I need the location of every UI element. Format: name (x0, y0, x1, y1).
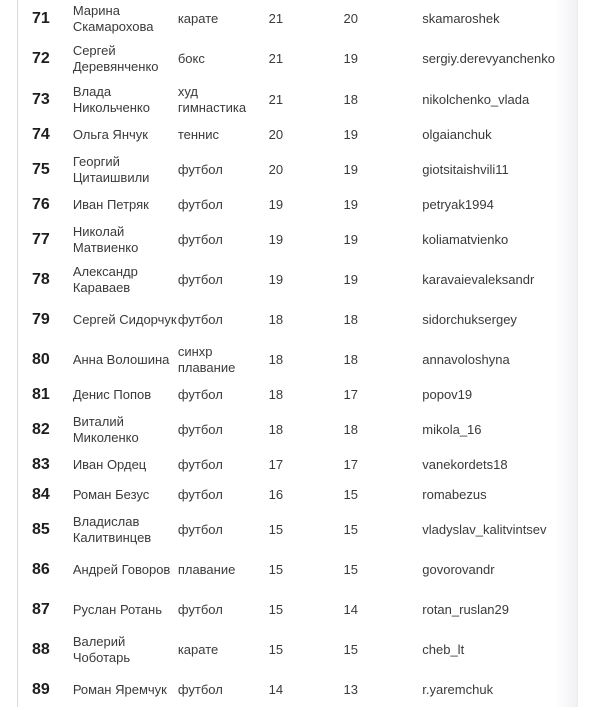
username-cell: petryak1994 (422, 197, 494, 212)
page-right-shadow (555, 0, 577, 707)
followers-b-cell: 19 (343, 162, 358, 177)
followers-b-cell: 14 (343, 602, 358, 617)
name-cell: Роман Безус (72, 487, 150, 502)
name-cell: Иван Петряк (72, 197, 149, 212)
username-cell: govorovandr (422, 562, 495, 577)
username-cell: annavoloshyna (422, 352, 510, 367)
followers-a-cell: 19 (268, 197, 284, 212)
username-cell: skamaroshek (422, 11, 500, 26)
followers-a-cell: 21 (268, 92, 284, 107)
rank-cell: 74 (32, 126, 50, 143)
table-row (18, 38, 555, 80)
sport-cell: плавание (177, 562, 236, 577)
followers-a-cell: 17 (268, 457, 284, 472)
followers-b-cell: 13 (343, 682, 358, 697)
table-row (18, 220, 555, 260)
username-cell: cheb_lt (422, 642, 465, 657)
followers-a-cell: 15 (268, 562, 284, 577)
table-row (18, 450, 555, 480)
followers-b-cell: 19 (343, 51, 358, 66)
username-cell: rotan_ruslan29 (422, 602, 509, 617)
followers-a-cell: 21 (268, 11, 284, 26)
followers-b-cell: 15 (343, 487, 358, 502)
followers-b-cell: 15 (343, 642, 358, 657)
username-cell: popov19 (422, 387, 473, 402)
ranking-table-body (18, 0, 555, 710)
username-cell: karavaievaleksandr (422, 272, 535, 287)
rank-cell: 71 (32, 10, 50, 27)
name-cell: Руслан Ротань (72, 602, 162, 617)
table-row (18, 550, 555, 590)
rank-cell: 79 (32, 311, 50, 328)
username-cell: romabezus (422, 487, 487, 502)
followers-b-cell: 15 (343, 522, 358, 537)
table-row (18, 260, 555, 300)
name-cell: Виталий Миколенко (72, 414, 139, 445)
name-cell: Сергей Сидорчук (72, 312, 177, 327)
followers-b-cell: 15 (343, 562, 358, 577)
sport-cell: теннис (177, 127, 219, 142)
name-cell: Анна Волошина (72, 352, 170, 367)
rank-cell: 88 (32, 641, 50, 658)
rank-cell: 73 (32, 91, 50, 108)
sport-cell: футбол (177, 272, 223, 287)
followers-b-cell: 19 (343, 232, 358, 247)
username-cell: sergiy.derevyanchenko (422, 51, 555, 66)
name-cell: Ольга Янчук (72, 127, 148, 142)
username-cell: olgaianchuk (422, 127, 492, 142)
followers-b-cell: 18 (343, 312, 358, 327)
table-row (18, 300, 555, 340)
name-cell: Марина Скамарохова (72, 3, 154, 34)
sport-cell: футбол (177, 422, 223, 437)
ranking-table (18, 0, 555, 710)
followers-b-cell: 18 (343, 352, 358, 367)
table-row (18, 340, 555, 380)
rank-cell: 77 (32, 231, 50, 248)
sport-cell: бокс (177, 51, 205, 66)
rank-cell: 72 (32, 50, 50, 67)
followers-b-cell: 18 (343, 92, 358, 107)
table-row (18, 80, 555, 120)
username-cell: mikola_16 (422, 422, 482, 437)
followers-a-cell: 20 (268, 127, 284, 142)
rank-cell: 84 (32, 486, 50, 503)
rank-cell: 80 (32, 351, 50, 368)
username-cell: giotsitaishvili11 (422, 162, 509, 177)
followers-a-cell: 18 (268, 312, 284, 327)
table-row (18, 480, 555, 510)
name-cell: Андрей Говоров (72, 562, 171, 577)
sport-cell: карате (177, 642, 219, 657)
rank-cell: 75 (32, 161, 50, 178)
followers-b-cell: 20 (343, 11, 358, 26)
table-row (18, 150, 555, 190)
sport-cell: футбол (177, 457, 223, 472)
sport-cell: футбол (177, 312, 223, 327)
table-row (18, 380, 555, 410)
followers-b-cell: 19 (343, 197, 358, 212)
sport-cell: футбол (177, 682, 223, 697)
rank-cell: 87 (32, 601, 50, 618)
name-cell: Николай Матвиенко (72, 224, 139, 255)
sport-cell: футбол (177, 487, 223, 502)
table-row (18, 0, 555, 38)
followers-a-cell: 16 (268, 487, 284, 502)
name-cell: Сергей Деревянченко (72, 43, 159, 74)
sport-cell: карате (177, 11, 219, 26)
followers-a-cell: 19 (268, 272, 284, 287)
rank-cell: 85 (32, 521, 50, 538)
sport-cell: футбол (177, 522, 223, 537)
followers-a-cell: 21 (268, 51, 284, 66)
sport-cell: худ гимнастика (177, 84, 247, 115)
sport-cell: футбол (177, 387, 223, 402)
table-row (18, 630, 555, 670)
followers-b-cell: 19 (343, 127, 358, 142)
name-cell: Влада Никольченко (72, 84, 150, 115)
followers-a-cell: 15 (268, 642, 284, 657)
table-row (18, 590, 555, 630)
followers-a-cell: 14 (268, 682, 284, 697)
name-cell: Георгий Цитаишвили (72, 154, 150, 185)
sport-cell: синхр плавание (177, 344, 236, 375)
username-cell: nikolchenko_vlada (422, 92, 530, 107)
sport-cell: футбол (177, 162, 223, 177)
followers-a-cell: 20 (268, 162, 284, 177)
username-cell: vladyslav_kalitvintsev (422, 522, 547, 537)
username-cell: vanekordets18 (422, 457, 508, 472)
followers-b-cell: 18 (343, 422, 358, 437)
name-cell: Денис Попов (72, 387, 152, 402)
name-cell: Валерий Чоботарь (72, 634, 131, 665)
name-cell: Роман Яремчук (72, 682, 167, 697)
rank-cell: 83 (32, 456, 50, 473)
followers-a-cell: 15 (268, 602, 284, 617)
followers-a-cell: 15 (268, 522, 284, 537)
sport-cell: футбол (177, 602, 223, 617)
table-row (18, 190, 555, 220)
page-right-border (577, 0, 578, 707)
name-cell: Александр Караваев (72, 264, 138, 295)
sport-cell: футбол (177, 197, 223, 212)
username-cell: r.yaremchuk (422, 682, 494, 697)
username-cell: sidorchuksergey (422, 312, 517, 327)
rank-cell: 76 (32, 196, 50, 213)
followers-a-cell: 18 (268, 387, 284, 402)
rank-cell: 81 (32, 386, 50, 403)
rank-cell: 89 (32, 681, 50, 698)
username-cell: koliamatvienko (422, 232, 509, 247)
table-row (18, 510, 555, 550)
rank-cell: 78 (32, 271, 50, 288)
followers-a-cell: 19 (268, 232, 284, 247)
followers-b-cell: 17 (343, 387, 358, 402)
rank-cell: 86 (32, 561, 50, 578)
followers-b-cell: 17 (343, 457, 358, 472)
followers-a-cell: 18 (268, 352, 284, 367)
sport-cell: футбол (177, 232, 223, 247)
rank-cell: 82 (32, 421, 50, 438)
table-row (18, 410, 555, 450)
name-cell: Владислав Калитвинцев (72, 514, 152, 545)
followers-b-cell: 19 (343, 272, 358, 287)
followers-a-cell: 18 (268, 422, 284, 437)
table-row (18, 670, 555, 710)
name-cell: Иван Ордец (72, 457, 147, 472)
table-row (18, 120, 555, 150)
